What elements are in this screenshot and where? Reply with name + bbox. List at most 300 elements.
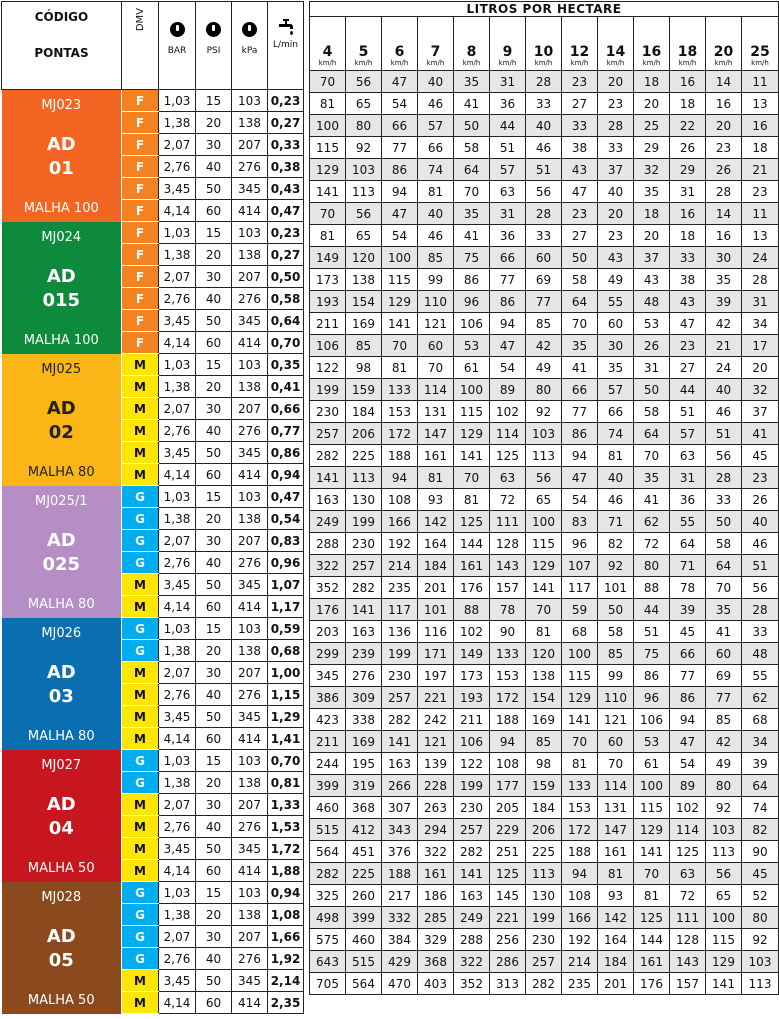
rate-cell: 20	[634, 93, 670, 115]
rate-cell: 28	[598, 115, 634, 137]
rate-cell: 133	[382, 379, 418, 401]
rate-cell: 141	[562, 709, 598, 731]
rate-cell: 41	[454, 93, 490, 115]
rate-cell: 143	[490, 555, 526, 577]
flow-lmin: 2,35	[268, 992, 304, 1014]
flow-lmin: 0,94	[268, 882, 304, 904]
rate-cell: 282	[454, 841, 490, 863]
rate-cell: 94	[490, 313, 526, 335]
rate-cell: 43	[562, 159, 598, 181]
rate-cell: 161	[418, 445, 454, 467]
rate-cell: 58	[706, 533, 742, 555]
rate-cell: 23	[598, 225, 634, 247]
rate-cell: 145	[490, 885, 526, 907]
rate-cell: 249	[454, 907, 490, 929]
pressure-psi: 20	[196, 244, 232, 266]
pressure-kpa: 103	[232, 486, 268, 508]
rate-cell: 51	[634, 621, 670, 643]
rate-cell: 68	[742, 709, 779, 731]
rate-cell: 27	[562, 225, 598, 247]
dmv-badge: M	[122, 728, 159, 750]
rate-row	[310, 445, 779, 467]
pressure-kpa: 207	[232, 266, 268, 288]
rate-cell: 35	[562, 335, 598, 357]
rate-cell: 35	[634, 467, 670, 489]
rate-cell: 44	[670, 379, 706, 401]
rate-cell: 98	[346, 357, 382, 379]
rate-cell: 33	[598, 137, 634, 159]
filter-mesh: MALHA 50	[27, 860, 95, 876]
rate-cell: 429	[382, 951, 418, 973]
rate-cell: 309	[346, 687, 382, 709]
flow-lmin: 0,66	[268, 398, 304, 420]
speed-unit: km/h	[426, 59, 445, 67]
application-rate-rows	[310, 71, 779, 995]
rate-cell: 257	[310, 423, 346, 445]
flow-lmin: 0,41	[268, 376, 304, 398]
rate-cell: 62	[742, 687, 779, 709]
pressure-psi: 15	[196, 882, 232, 904]
rate-cell: 108	[382, 489, 418, 511]
rate-cell: 31	[742, 291, 779, 313]
rate-cell: 159	[526, 775, 562, 797]
flow-lmin: 0,47	[268, 486, 304, 508]
rate-cell: 141	[382, 313, 418, 335]
rate-cell: 14	[706, 71, 742, 93]
flow-lmin: 0,43	[268, 178, 304, 200]
dmv-badge: F	[122, 244, 159, 266]
rate-cell: 125	[490, 863, 526, 885]
pressure-psi: 15	[196, 222, 232, 244]
dmv-badge: M	[122, 398, 159, 420]
rate-row	[310, 731, 779, 753]
flow-lmin: 1,07	[268, 574, 304, 596]
rate-cell: 115	[526, 533, 562, 555]
rate-cell: 217	[382, 885, 418, 907]
rate-cell: 82	[598, 533, 634, 555]
litros-por-hectare-title: LITROS POR HECTARE	[310, 2, 779, 17]
rate-cell: 80	[742, 907, 779, 929]
rate-row	[310, 335, 779, 357]
dmv-badge: F	[122, 288, 159, 310]
speed-header	[490, 17, 526, 71]
pressure-kpa: 138	[232, 772, 268, 794]
rate-cell: 58	[634, 401, 670, 423]
speed-value: 12	[569, 44, 590, 60]
rate-cell: 32	[742, 379, 779, 401]
flow-lmin: 1,29	[268, 706, 304, 728]
pressure-bar: 2,07	[159, 134, 196, 156]
rate-cell: 85	[346, 335, 382, 357]
flow-lmin: 1,88	[268, 860, 304, 882]
rate-cell: 61	[634, 753, 670, 775]
rate-cell: 46	[706, 401, 742, 423]
rate-cell: 23	[562, 71, 598, 93]
rate-cell: 81	[598, 863, 634, 885]
rate-cell: 60	[706, 643, 742, 665]
rate-cell: 94	[382, 181, 418, 203]
rate-cell: 27	[562, 93, 598, 115]
pressure-psi: 30	[196, 398, 232, 420]
rate-cell: 25	[634, 115, 670, 137]
nozzle-size: 04	[48, 817, 74, 839]
rate-cell: 201	[418, 577, 454, 599]
pressure-psi: 30	[196, 530, 232, 552]
dmv-badge: F	[122, 90, 159, 112]
rate-cell: 77	[526, 291, 562, 313]
rate-cell: 71	[598, 511, 634, 533]
nozzle-group-ad04	[2, 750, 122, 882]
rate-cell: 53	[634, 731, 670, 753]
dmv-badge: M	[122, 596, 159, 618]
rate-cell: 65	[526, 489, 562, 511]
rate-cell: 102	[454, 621, 490, 643]
flow-lmin: 0,27	[268, 112, 304, 134]
rate-row	[310, 71, 779, 93]
rate-cell: 188	[490, 709, 526, 731]
rate-cell: 138	[346, 269, 382, 291]
flow-lmin: 0,94	[268, 464, 304, 486]
rate-cell: 64	[670, 533, 706, 555]
pressure-psi: 20	[196, 508, 232, 530]
rate-cell: 72	[634, 533, 670, 555]
rate-cell: 37	[742, 401, 779, 423]
rate-cell: 70	[562, 313, 598, 335]
rate-cell: 49	[526, 357, 562, 379]
nozzle-name: AD	[46, 133, 76, 155]
rate-cell: 71	[670, 555, 706, 577]
flow-lmin: 0,77	[268, 420, 304, 442]
rate-cell: 115	[562, 665, 598, 687]
rate-cell: 188	[382, 863, 418, 885]
nozzle-spec-rows	[2, 90, 304, 1014]
rate-cell: 103	[346, 159, 382, 181]
rate-cell: 92	[346, 137, 382, 159]
speed-unit: km/h	[751, 59, 769, 67]
rate-cell: 230	[526, 929, 562, 951]
rate-cell: 114	[670, 819, 706, 841]
rate-cell: 44	[634, 599, 670, 621]
pressure-psi: 30	[196, 926, 232, 948]
rate-cell: 57	[598, 379, 634, 401]
rate-cell: 75	[454, 247, 490, 269]
flow-lmin: 2,14	[268, 970, 304, 992]
rate-cell: 129	[526, 555, 562, 577]
dmv-badge: F	[122, 112, 159, 134]
rate-cell: 92	[742, 929, 779, 951]
rate-row	[310, 775, 779, 797]
rate-cell: 125	[490, 445, 526, 467]
rate-cell: 69	[706, 665, 742, 687]
rate-cell: 201	[598, 973, 634, 995]
pressure-psi: 20	[196, 904, 232, 926]
rate-cell: 70	[310, 203, 346, 225]
rate-cell: 28	[742, 269, 779, 291]
header-codigo: CÓDIGO	[2, 2, 122, 46]
header-kpa: kPa	[241, 46, 258, 56]
rate-cell: 11	[742, 71, 779, 93]
pressure-bar: 3,45	[159, 442, 196, 464]
rate-cell: 77	[382, 137, 418, 159]
rate-cell: 214	[562, 951, 598, 973]
rate-cell: 121	[418, 313, 454, 335]
rate-cell: 16	[742, 115, 779, 137]
rate-cell: 129	[454, 423, 490, 445]
flow-lmin: 0,54	[268, 508, 304, 530]
pressure-bar: 1,38	[159, 772, 196, 794]
rate-cell: 235	[382, 577, 418, 599]
rate-cell: 28	[706, 181, 742, 203]
speed-header	[742, 17, 779, 71]
rate-cell: 184	[598, 951, 634, 973]
rate-cell: 81	[310, 93, 346, 115]
rate-cell: 80	[526, 379, 562, 401]
header-kpa-cell	[232, 2, 268, 90]
rate-cell: 100	[526, 511, 562, 533]
pressure-psi: 60	[196, 200, 232, 222]
pressure-psi: 50	[196, 838, 232, 860]
pressure-bar: 1,38	[159, 244, 196, 266]
nozzle-size: 05	[48, 949, 74, 971]
pressure-kpa: 345	[232, 706, 268, 728]
pressure-kpa: 414	[232, 200, 268, 222]
rate-cell: 50	[706, 511, 742, 533]
faucet-icon	[276, 18, 296, 38]
pressure-bar: 1,03	[159, 618, 196, 640]
nozzle-group-ad03	[2, 618, 122, 750]
flow-lmin: 0,59	[268, 618, 304, 640]
rate-row	[310, 93, 779, 115]
rate-row	[310, 313, 779, 335]
rate-cell: 44	[490, 115, 526, 137]
rate-cell: 115	[454, 401, 490, 423]
rate-cell: 113	[346, 181, 382, 203]
rate-cell: 51	[526, 159, 562, 181]
pressure-bar: 2,76	[159, 156, 196, 178]
pressure-kpa: 276	[232, 420, 268, 442]
flow-lmin: 1,53	[268, 816, 304, 838]
nozzle-group-ad05	[2, 882, 122, 1014]
rate-cell: 193	[454, 687, 490, 709]
rate-cell: 169	[526, 709, 562, 731]
rate-cell: 154	[346, 291, 382, 313]
rate-cell: 206	[346, 423, 382, 445]
rate-cell: 48	[742, 643, 779, 665]
rate-row	[310, 709, 779, 731]
pressure-kpa: 103	[232, 750, 268, 772]
rate-cell: 70	[634, 445, 670, 467]
rate-cell: 149	[310, 247, 346, 269]
rate-cell: 89	[490, 379, 526, 401]
rate-cell: 54	[670, 753, 706, 775]
rate-cell: 139	[418, 753, 454, 775]
rate-cell: 55	[742, 665, 779, 687]
rate-cell: 13	[742, 93, 779, 115]
pressure-kpa: 138	[232, 904, 268, 926]
rate-cell: 47	[670, 731, 706, 753]
rate-cell: 163	[382, 753, 418, 775]
pressure-bar: 3,45	[159, 970, 196, 992]
rate-cell: 47	[670, 313, 706, 335]
rate-cell: 70	[634, 863, 670, 885]
rate-cell: 149	[454, 643, 490, 665]
rate-cell: 60	[526, 247, 562, 269]
rate-cell: 70	[310, 71, 346, 93]
rate-cell: 22	[670, 115, 706, 137]
rate-cell: 72	[670, 885, 706, 907]
rate-cell: 62	[634, 511, 670, 533]
rate-cell: 47	[562, 181, 598, 203]
rate-cell: 172	[490, 687, 526, 709]
rate-cell: 41	[562, 357, 598, 379]
rate-cell: 113	[742, 973, 779, 995]
rate-cell: 33	[526, 225, 562, 247]
rate-cell: 57	[418, 115, 454, 137]
rate-cell: 80	[634, 555, 670, 577]
pressure-bar: 2,76	[159, 948, 196, 970]
nozzle-code: MJ028	[41, 889, 82, 905]
rate-cell: 28	[742, 599, 779, 621]
pressure-psi: 15	[196, 354, 232, 376]
rate-cell: 211	[310, 313, 346, 335]
nozzle-name: AD	[46, 397, 76, 419]
filter-mesh: MALHA 100	[23, 200, 99, 216]
dmv-badge: F	[122, 266, 159, 288]
dmv-badge: M	[122, 354, 159, 376]
rate-cell: 86	[454, 269, 490, 291]
rate-cell: 288	[310, 533, 346, 555]
rate-cell: 515	[346, 951, 382, 973]
flow-lmin: 1,08	[268, 904, 304, 926]
rate-cell: 81	[526, 621, 562, 643]
rate-cell: 111	[670, 907, 706, 929]
rate-cell: 26	[634, 335, 670, 357]
speed-value: 7	[430, 44, 441, 60]
rate-row	[310, 269, 779, 291]
rate-cell: 188	[562, 841, 598, 863]
rate-cell: 163	[310, 489, 346, 511]
rate-cell: 102	[670, 797, 706, 819]
rate-cell: 177	[490, 775, 526, 797]
pressure-kpa: 276	[232, 684, 268, 706]
rate-cell: 40	[598, 467, 634, 489]
rate-cell: 147	[418, 423, 454, 445]
rate-cell: 86	[670, 687, 706, 709]
rate-cell: 101	[598, 577, 634, 599]
rate-row	[310, 577, 779, 599]
rate-cell: 92	[706, 797, 742, 819]
spec-row	[2, 882, 304, 904]
rate-cell: 18	[742, 137, 779, 159]
rate-cell: 38	[670, 269, 706, 291]
rate-cell: 199	[310, 379, 346, 401]
rate-cell: 85	[706, 709, 742, 731]
rate-cell: 52	[742, 885, 779, 907]
rate-cell: 56	[526, 467, 562, 489]
dmv-badge: M	[122, 860, 159, 882]
rate-cell: 173	[310, 269, 346, 291]
rate-cell: 54	[490, 357, 526, 379]
pressure-bar: 1,03	[159, 354, 196, 376]
rate-cell: 82	[742, 819, 779, 841]
dmv-badge: F	[122, 222, 159, 244]
rate-cell: 26	[706, 159, 742, 181]
flow-lmin: 1,72	[268, 838, 304, 860]
rate-cell: 51	[490, 137, 526, 159]
rate-cell: 41	[742, 423, 779, 445]
nozzle-code: MJ027	[41, 757, 82, 773]
rate-cell: 564	[346, 973, 382, 995]
pressure-bar: 2,76	[159, 420, 196, 442]
rate-cell: 70	[418, 357, 454, 379]
rate-cell: 70	[562, 731, 598, 753]
rate-cell: 184	[346, 401, 382, 423]
rate-cell: 46	[598, 489, 634, 511]
rate-cell: 172	[382, 423, 418, 445]
rate-cell: 403	[418, 973, 454, 995]
rate-cell: 138	[526, 665, 562, 687]
rate-cell: 423	[310, 709, 346, 731]
rate-cell: 161	[634, 951, 670, 973]
rate-row	[310, 291, 779, 313]
rate-cell: 368	[418, 951, 454, 973]
rate-cell: 161	[418, 863, 454, 885]
rate-cell: 56	[346, 203, 382, 225]
speed-unit: km/h	[354, 59, 373, 67]
rate-cell: 460	[346, 929, 382, 951]
rate-cell: 163	[346, 621, 382, 643]
pressure-psi: 40	[196, 816, 232, 838]
pressure-kpa: 345	[232, 574, 268, 596]
speed-header	[670, 17, 706, 71]
rate-cell: 23	[670, 335, 706, 357]
flow-lmin: 0,81	[268, 772, 304, 794]
rate-cell: 46	[526, 137, 562, 159]
rate-cell: 113	[526, 863, 562, 885]
rate-cell: 384	[382, 929, 418, 951]
pressure-kpa: 207	[232, 134, 268, 156]
speed-value: 25	[750, 44, 770, 60]
pressure-psi: 30	[196, 662, 232, 684]
rate-cell: 129	[382, 291, 418, 313]
rate-cell: 230	[310, 401, 346, 423]
flow-lmin: 0,50	[268, 266, 304, 288]
rate-cell: 20	[634, 225, 670, 247]
header-lmin: L/min	[272, 40, 299, 50]
rate-cell: 114	[598, 775, 634, 797]
pressure-kpa: 138	[232, 112, 268, 134]
rate-cell: 74	[742, 797, 779, 819]
dmv-badge: G	[122, 882, 159, 904]
rate-cell: 78	[670, 577, 706, 599]
rate-cell: 90	[490, 621, 526, 643]
flow-lmin: 1,92	[268, 948, 304, 970]
rate-cell: 94	[670, 709, 706, 731]
rate-cell: 81	[418, 181, 454, 203]
dmv-badge: F	[122, 134, 159, 156]
rate-cell: 329	[418, 929, 454, 951]
pressure-kpa: 103	[232, 222, 268, 244]
rate-cell: 18	[634, 71, 670, 93]
rate-cell: 128	[490, 533, 526, 555]
rate-cell: 78	[490, 599, 526, 621]
flow-lmin: 0,47	[268, 200, 304, 222]
rate-cell: 57	[490, 159, 526, 181]
pressure-kpa: 345	[232, 442, 268, 464]
rate-cell: 61	[454, 357, 490, 379]
rate-cell: 39	[670, 599, 706, 621]
dmv-badge: F	[122, 156, 159, 178]
